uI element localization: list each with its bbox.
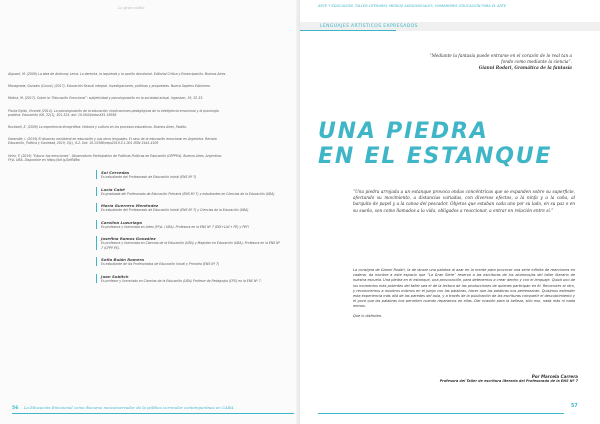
reference-item: Molina, M. (2017). Sobre la “Educación Emocional”: subjetividad y psicologización en la sociedad actual. Ingenium, 19, 22-33. [8, 96, 204, 101]
epigraph-attribution: Gianni Rodari, Gramática de la fantasía [478, 64, 572, 70]
author-description: Es estudiante del Profesorado de Educación Inicial (ENS Nº 7) y Ciencias de la Educación (UBA) [101, 208, 249, 213]
author-name: Josefina Ramos González [101, 236, 156, 242]
author-bio [97, 170, 282, 179]
author-name: Sofía Bulán Romero [101, 257, 145, 263]
author-bio [97, 220, 282, 229]
author-bio [97, 257, 282, 266]
author-description: Es graduada del Profesorado de Educación Primaria (ENS Nº 7) y estudiantes en Ciencias de la Educación (UBA) [101, 191, 275, 196]
author-bios [97, 170, 282, 290]
section-band [300, 22, 600, 31]
body-paragraph: Que lo disfruten. [353, 313, 383, 318]
reference-item: Picota Egido, Vicente (2014). La psicologización de la educación: implicaciones pedagógicas de la inteligencia emocional y la psicología positiva. Educación XXI, 22(1), 301-324. doi: 10.5944/educXX1.16958 [8, 108, 219, 117]
page-number: 57 [571, 404, 578, 409]
author-description: Es profesora y licenciada en Ciencias de la Educación (UBA) y Magister en Educación (UBA). Profesora en la ENS Nº 7 (CPPP-PE). [101, 241, 280, 250]
reference-item: Veiro, P. (2019) “Educa: tus emociones”. Observatorio Participativo de Políticas Públicas en Educación (OPPPEd). Buenos Aires, Argentina: FFyL UBA. Disponible en https://bit.ly/2kKW8w [8, 153, 222, 162]
running-head: La gran niebla [118, 6, 145, 10]
author-name: Carolina Luzuriaga [101, 219, 143, 225]
author-name: Juan Sobitch [101, 273, 129, 279]
author-bio [97, 203, 282, 212]
title-line: EN EL ESTANQUE [318, 144, 553, 169]
author-description: Es estudiante de los Profesorados de Educación Inicial y Primaria (ENS Nº 7) [101, 262, 220, 267]
article-body [353, 268, 575, 323]
author-name: Lucía Cabé [101, 186, 125, 192]
author-description: Es estudiante del Profesorado de Educación Inicial (ENS Nº 7) [101, 175, 197, 179]
reference-item: Rockwell, E. (2009) La experiencia etnográfica: Historia y cultura en los procesos educativos. Buenos Aires, Paidós. [8, 125, 187, 130]
signature-role: Profesora del Taller de escritura literaria del Profesorado de la ENS Nº 7 [439, 379, 578, 383]
reference-item: Monagreda, Gonzalo (Coord.) (2017). Educación Sexual integral. Investigaciones, políticas y propuestas. Nueva Sapiens Ediciones. [8, 84, 211, 89]
epigraph-quote: “Mediante la fantasía puede entrarse en el corazón de lo real tan a fondo como mediante la ciencia”. [429, 53, 572, 64]
footer-rule [318, 413, 564, 414]
title-line: UNA PIEDRA [318, 119, 489, 144]
author-name: María Guerrero Menéndez [101, 203, 159, 209]
author-bio [97, 236, 282, 249]
author-description: Es profesora y licenciada en Artes (FFyL / UBA). Profesora en la ENS Nº 7 (EDI+LAC+ PE) y PEFI [101, 224, 249, 229]
author-name: Sol Cercedas [101, 170, 130, 175]
signature-name: Por Marcela Carrera [531, 374, 578, 379]
author-description: Es profesor y licenciado en Ciencias de la Educación (UBA) Profesor de Pedagogía (CPS) en la ENS Nº 7. [101, 278, 262, 283]
author-bio [97, 274, 282, 283]
footer-title: La Educación Emocional como discurso neoconservador de la política curricular contemporánea en CABA [23, 405, 234, 410]
body-paragraph: La consigna de Gianni Rodari, la de lanzar una palabra al azar en la mente para provocar una serie infinita de reacciones en cadena, da nombre a este espacio que “La Gran Siete” reserva a las escrituras de los alumnos/as del taller literario de nuestra escuela. Una piedra en el estanque, una provocación, para detenernos a crear dentro y con el lenguaje. Quizá uno de los momentos más potentes del taller sea el de la lectura de las producciones de quienes participan en él. Reconocer al otro, y reconocernos a nosotros mismos en el juego con las palabras, hacer que las palabras nos pertenezcan. Quisimos extender esta experiencia más allá de las paredes del aula, y a través de la publicación de las escrituras compartir el descubrimiento y el goce que las palabras nos permiten cuando reparamos en ellas. Dar ocasión para la belleza, sólo eso, nada más ni nada menos. [353, 268, 575, 309]
page-number: 56 [12, 406, 19, 411]
footer-left [12, 405, 233, 411]
epigraph [424, 53, 572, 70]
section-label: LENGUAJES ARTÍSTICOS EXPRESADOS [320, 23, 418, 29]
article-title [318, 119, 588, 169]
author-bio [97, 187, 282, 196]
reference-item: Alguacil, M. (2009) La idea de Ambrosy Leiva. La derecha, la izquierda y la opción decolonial. Editorial Crítica y Emancipación. Buenos Aires. [8, 72, 227, 76]
intro-quote: “Una piedra arrojada a un estanque provoca ondas concéntricas que se expanden sobre su superficie, afectando su movimiento, a distancias variadas, con diversos efectos, a la ninfa y a la caña, al barquito de papel y a la canoa del pescador. Objetos que estaban cada uno por su lado, en su paz o en su sueño, son como llamados a la vida, obligados a reaccionar, a entrar en relación entre sí.” [353, 190, 575, 214]
signature [430, 374, 578, 383]
reference-item: Saravalle, I. (2019) El discurso neoliberal en educación y sus otros lenguajes. El caso de la educación emocional en Argentina. Revista Educación, Política y Sociedad, 2019, 5(1), 8-2. Doi: 10.15366/reps2019.5.1.001 ISSN 2445-4109 [8, 137, 217, 146]
references-list [8, 72, 228, 170]
article-tags: ARTE Y EDUCACIÓN, TALLER LITERARIO, MEDIOS AUDIOVISUALES, HUMANISMO, EDUCACIÓN PARA EL ARTE [318, 4, 507, 8]
footer-rule [12, 413, 294, 414]
